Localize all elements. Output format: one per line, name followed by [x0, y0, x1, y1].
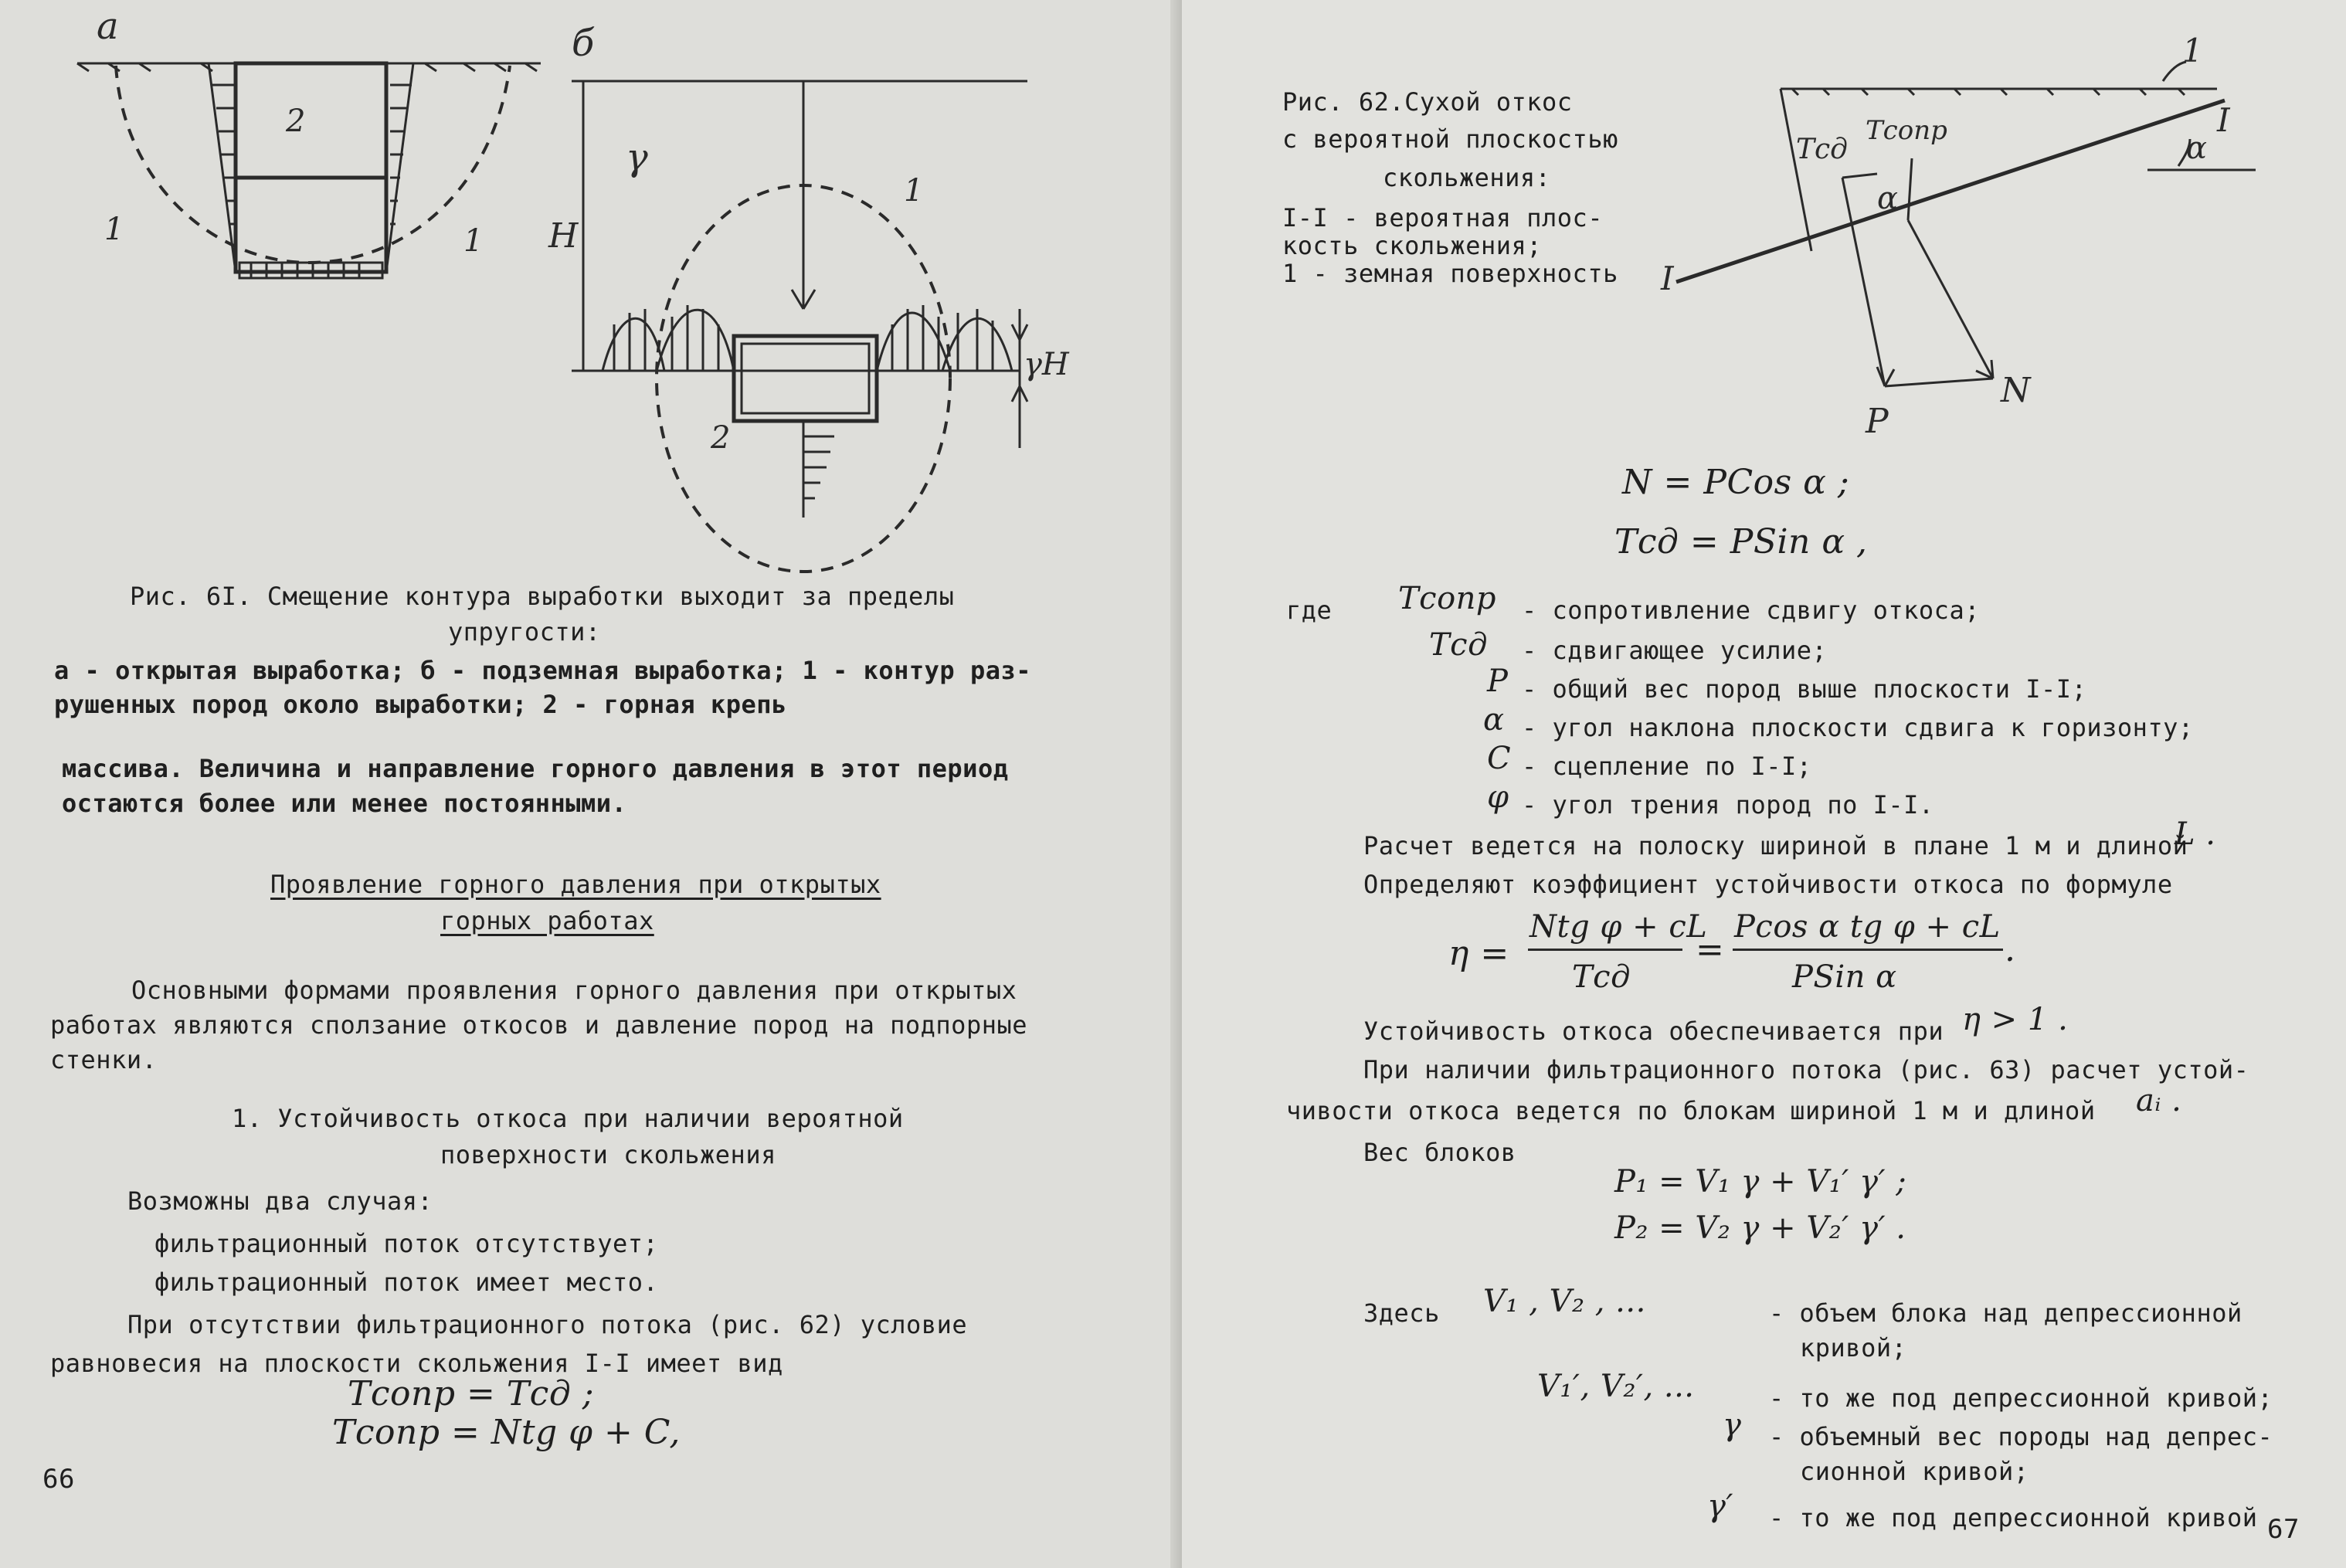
- formula-period: .: [2005, 930, 2016, 969]
- formula-1: Tсопр = Tсд ;: [348, 1374, 595, 1414]
- def-symbol-C: C: [1487, 741, 1512, 776]
- case-2: фильтрационный поток имеет место.: [154, 1268, 659, 1297]
- here-def-V-prime: - то же под депрессионной кривой;: [1769, 1383, 2273, 1413]
- calc-line: Расчет ведется на полоску шириной в плане 1 м и длиной: [1363, 831, 2188, 860]
- filtration-line2: чивости откоса ведется по блокам шириной 1 м и длиной: [1286, 1096, 2096, 1125]
- formula-frac1-numerator: Ntg φ + cL: [1529, 909, 1708, 945]
- here-def-V-cont: кривой;: [1800, 1333, 1907, 1363]
- here-def-gamma-prime: - то же под депрессионной кривой: [1769, 1503, 2258, 1532]
- formula-eta: η =: [1448, 934, 1509, 973]
- here-symbols-V: V₁ , V₂ , ...: [1483, 1284, 1646, 1319]
- formula-frac1-bar: [1528, 949, 1682, 951]
- equation-N: N = PCos α ;: [1622, 463, 1850, 502]
- fig62-label-Tsd: Tсд: [1796, 134, 1848, 165]
- fig61-legend-line1: а - открытая выработка; б - подземная выработка; 1 - контур раз-: [54, 656, 1031, 685]
- fig61-label-gamma: γ: [626, 136, 648, 179]
- def-P: - общий вес пород выше плоскости I-I;: [1522, 674, 2087, 704]
- fig62-label-Tsopr: Tсопр: [1866, 115, 1947, 146]
- para2-line1: Основными формами проявления горного давления при открытых: [131, 976, 1017, 1005]
- def-symbol-P: P: [1487, 664, 1509, 699]
- formula-2: Tсопр = Ntg φ + C,: [332, 1413, 681, 1452]
- def-symbol-alpha: α: [1483, 702, 1505, 738]
- fig62-caption-line2: с вероятной плоскостью: [1282, 124, 1618, 154]
- def-Tsd: - сдвигающее усилие;: [1522, 636, 1828, 665]
- para1-line1: массива. Величина и направление горного давления в этот период: [62, 754, 1009, 783]
- fig62-label-N: N: [2001, 371, 2031, 410]
- def-symbol-Tsopr: Tсопр: [1398, 581, 1497, 616]
- fig61-label-2-b: 2: [711, 420, 731, 456]
- filtration-block-length: aᵢ .: [2136, 1083, 2182, 1118]
- here-label: Здесь: [1363, 1298, 1440, 1328]
- figure-62-diagram: [1661, 15, 2279, 448]
- fig62-legend-line1: I-I - вероятная плос-: [1282, 203, 1604, 232]
- fig61-label-b: б: [572, 22, 595, 65]
- equation-Tsd: Tсд = PSin α ,: [1614, 522, 1868, 562]
- right-page: [1182, 0, 2346, 1568]
- fig61-label-2: 2: [286, 104, 306, 139]
- formula-frac1-denominator: Tсд: [1572, 959, 1631, 995]
- def-symbol-Tsd: Tсд: [1429, 627, 1488, 663]
- weight-eq-P2: P₂ = V₂ γ + V₂′ γ′ .: [1614, 1210, 1906, 1246]
- heading-line2: горных работах: [440, 906, 654, 935]
- section-title-line1: 1. Устойчивость откоса при наличии вероятной: [232, 1104, 904, 1133]
- here-def-V: - объем блока над депрессионной: [1769, 1298, 2242, 1328]
- fig62-label-1: 1: [2182, 32, 2203, 70]
- section-title-line2: поверхности скольжения: [440, 1140, 776, 1169]
- fig62-caption-line3: скольжения:: [1383, 163, 1551, 192]
- stability-condition: η > 1 .: [1962, 1002, 2069, 1037]
- para2-line2: работах являются сползание откосов и давление пород на подпорные: [50, 1010, 1027, 1040]
- def-alpha: - угол наклона плоскости сдвига к горизонту;: [1522, 713, 2194, 742]
- filtration-line1: При наличии фильтрационного потока (рис. 63) расчет устой-: [1363, 1055, 2249, 1084]
- fig62-legend-line2: кость скольжения;: [1282, 231, 1543, 260]
- here-symbol-gamma-prime: γ′: [1707, 1488, 1733, 1524]
- page-number-right: 67: [2267, 1514, 2300, 1545]
- fig61-legend-line2: рушенных пород около выработки; 2 - горная крепь: [54, 690, 787, 719]
- page-number-left: 66: [42, 1464, 75, 1495]
- fig61-label-1-right: 1: [463, 223, 484, 259]
- fig61-label-1-left: 1: [104, 212, 124, 247]
- def-phi: - угол трения пород по I-I.: [1522, 790, 1934, 820]
- here-def-gamma-cont: сионной кривой;: [1800, 1457, 2029, 1486]
- weight-line: Вес блоков: [1363, 1138, 1516, 1167]
- formula-frac2-bar: [1733, 949, 2003, 951]
- fig62-label-alpha-slope: α: [2186, 131, 2208, 166]
- fig61-label-gH: γH: [1024, 347, 1069, 382]
- fig62-label-I-left: I: [1661, 260, 1674, 297]
- where-label: где: [1286, 596, 1333, 625]
- fig61-caption-line2: упругости:: [448, 617, 601, 647]
- def-symbol-phi: φ: [1487, 779, 1509, 815]
- fig62-label-alpha-block: α: [1877, 181, 1899, 216]
- figure-61-diagram: [62, 5, 1143, 556]
- formula-frac2-numerator: Pcos α tg φ + cL: [1734, 909, 2001, 945]
- fig62-label-P: P: [1866, 402, 1889, 441]
- fig61-label-a: а: [97, 5, 119, 48]
- fig61-label-H: H: [548, 216, 579, 256]
- coefficient-line: Определяют коэффициент устойчивости откоса по формуле: [1363, 870, 2173, 899]
- formula-equals: =: [1696, 930, 1725, 969]
- fig61-caption-line1: Рис. 6I. Смещение контура выработки выходит за пределы: [130, 582, 955, 611]
- formula-frac2-denominator: PSin α: [1792, 959, 1897, 995]
- para2-line3: стенки.: [50, 1045, 158, 1074]
- here-def-gamma: - объемный вес породы над депрес-: [1769, 1422, 2273, 1451]
- calc-length-symbol: L .: [2175, 816, 2216, 852]
- stability-line: Устойчивость откоса обеспечивается при: [1363, 1016, 1944, 1046]
- here-symbols-V-prime: V₁′, V₂′, ...: [1537, 1369, 1695, 1404]
- para3-line2: равновесия на плоскости скольжения I-I имеет вид: [50, 1349, 783, 1378]
- para3-line1: При отсутствии фильтрационного потока (рис. 62) условие: [127, 1310, 968, 1339]
- case-1: фильтрационный поток отсутствует;: [154, 1229, 659, 1258]
- para1-line2: остаются более или менее постоянными.: [62, 789, 627, 818]
- fig62-legend-line3: 1 - земная поверхность: [1282, 259, 1618, 288]
- fig61-label-1-b: 1: [904, 173, 924, 209]
- def-Tsopr: - сопротивление сдвигу откоса;: [1522, 596, 1980, 625]
- cases-intro: Возможны два случая:: [127, 1186, 433, 1216]
- weight-eq-P1: P₁ = V₁ γ + V₁′ γ′ ;: [1614, 1164, 1907, 1200]
- fig62-label-I-right: I: [2217, 101, 2230, 139]
- heading-line1: Проявление горного давления при открытых: [270, 870, 881, 899]
- here-symbol-gamma: γ: [1723, 1407, 1742, 1443]
- fig62-caption-line1: Рис. 62.Сухой откос: [1282, 87, 1573, 117]
- def-C: - сцепление по I-I;: [1522, 752, 1812, 781]
